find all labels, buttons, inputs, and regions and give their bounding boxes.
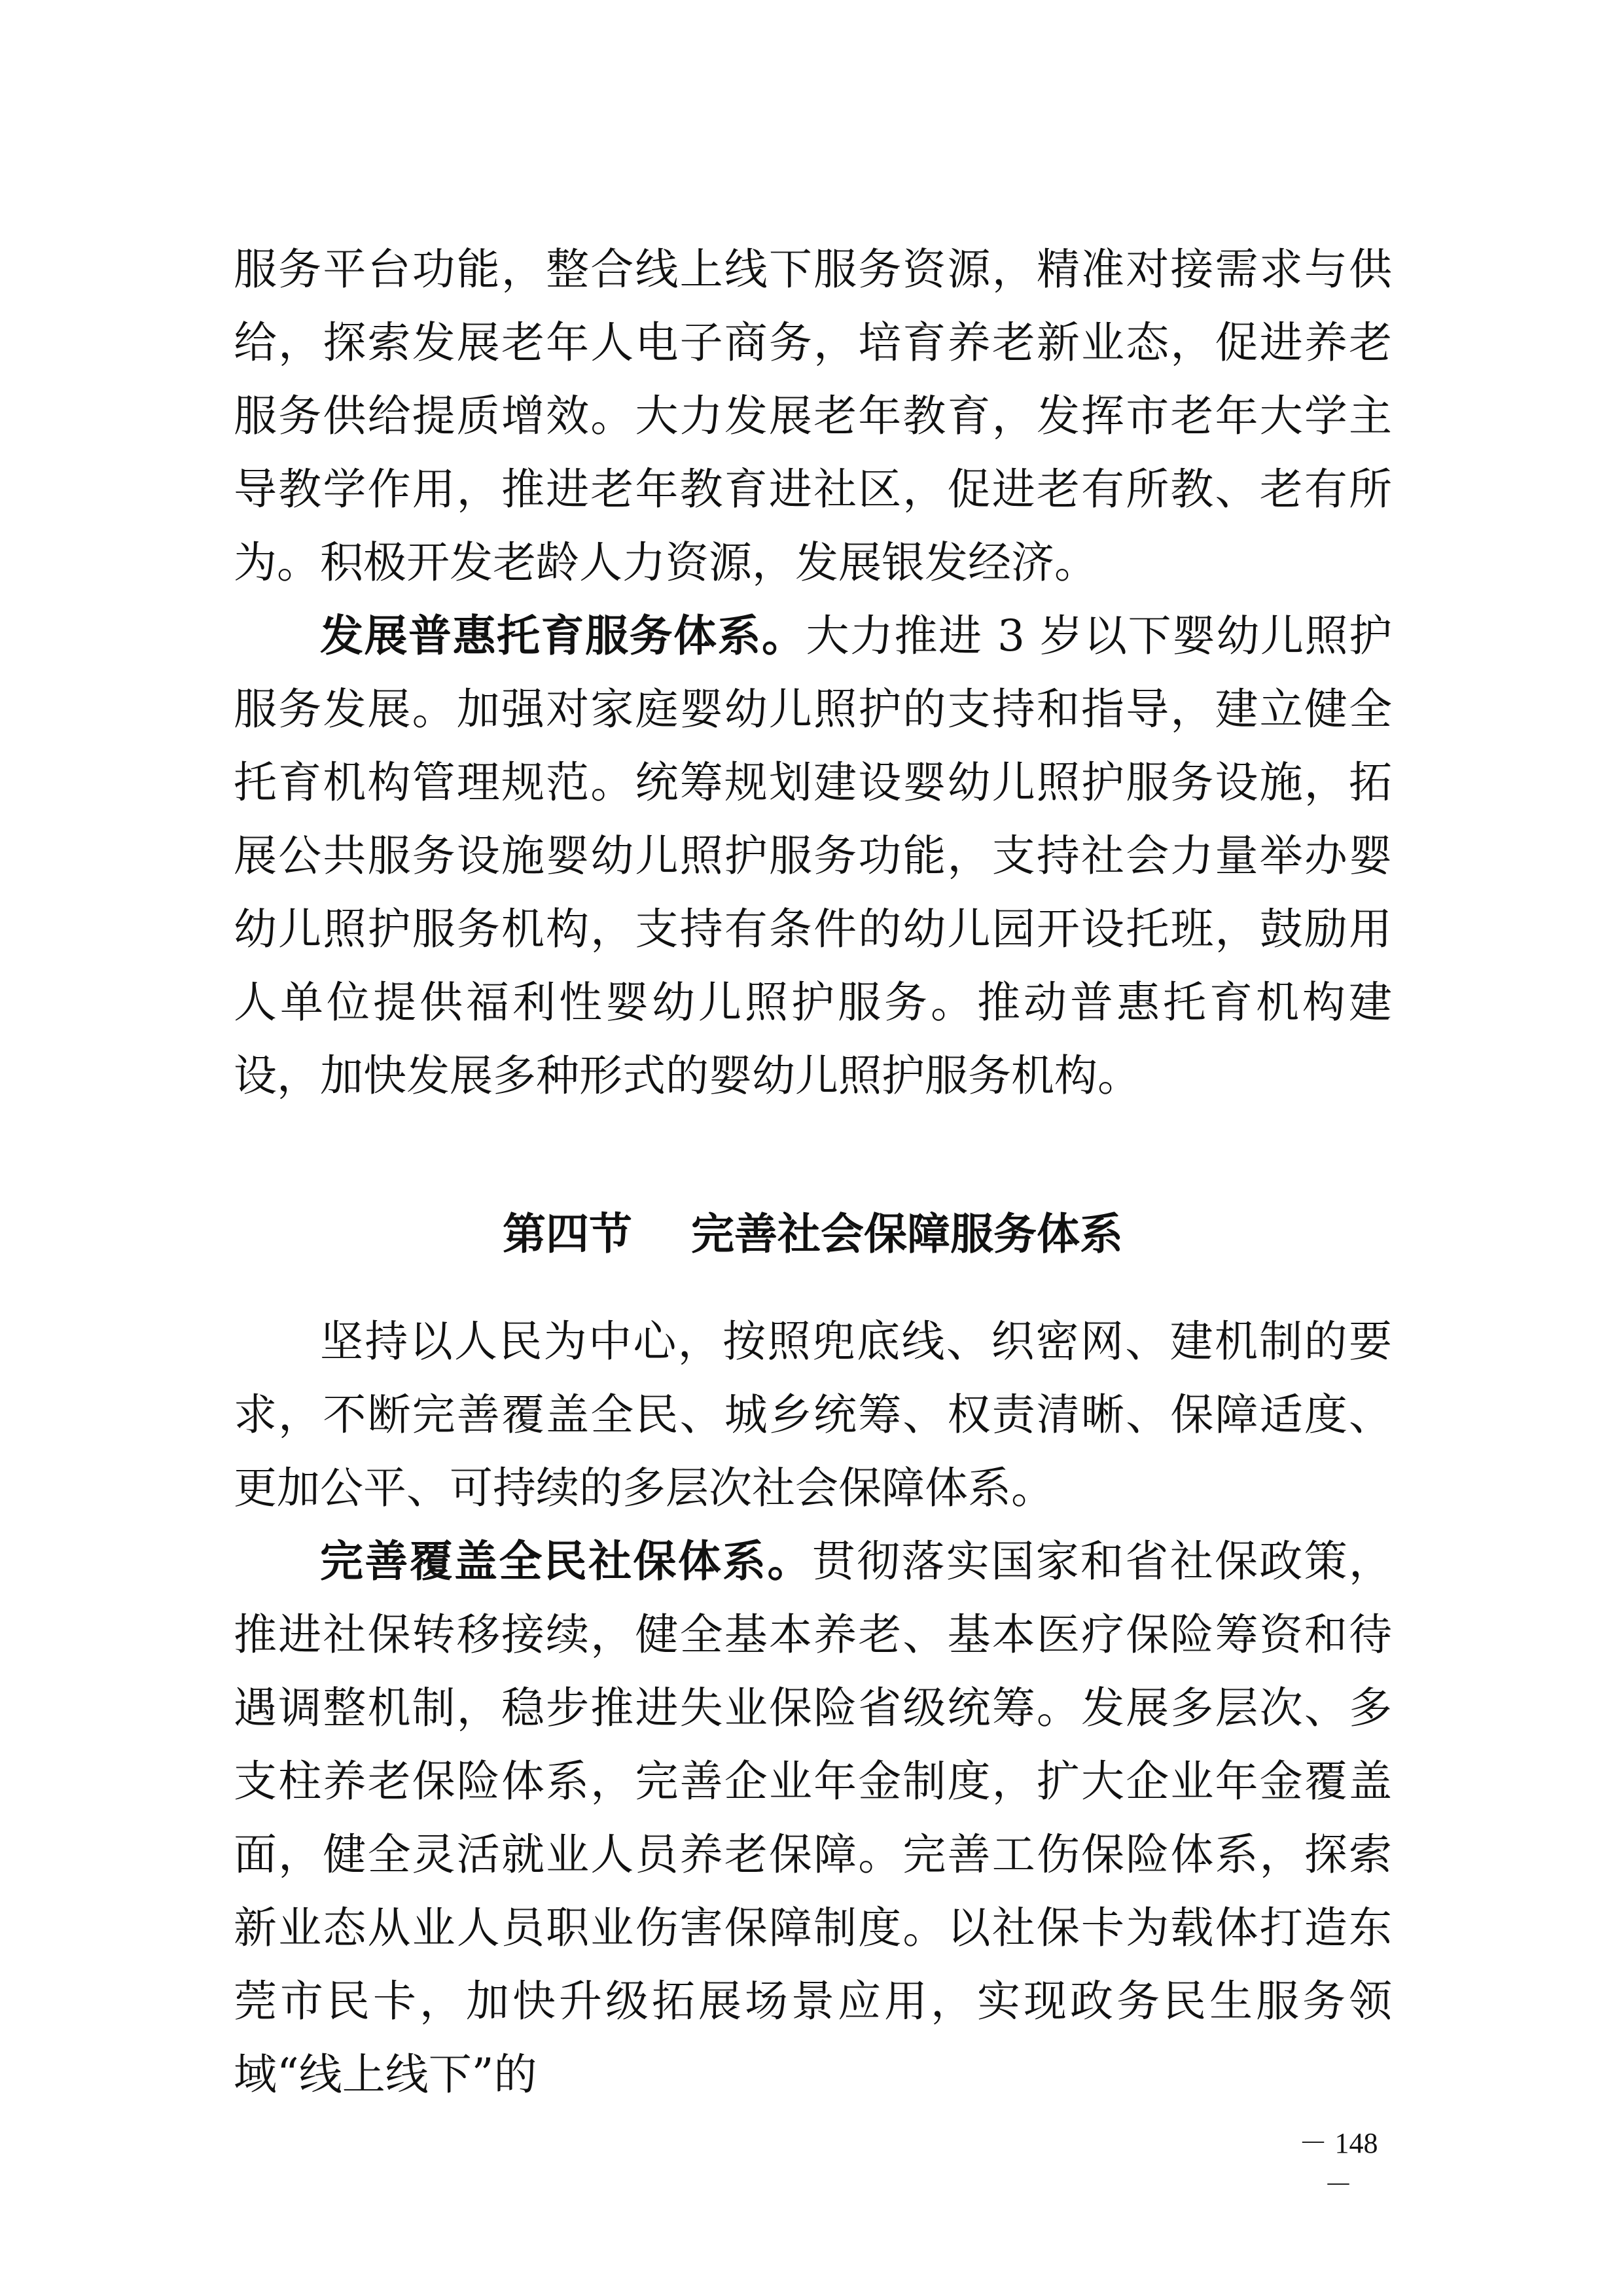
paragraph-body-childcare: 大力推进 3 岁以下婴幼儿照护服务发展。加强对家庭婴幼儿照护的支持和指导，建立健全托育机构管理规范。统筹规划建设婴幼儿照护服务设施，拓展公共服务设施婴幼儿照护服务功能，支持社会力量举办婴幼儿照护服务机构，支持有条件的幼儿园开设托班，鼓励用人单位提供福利性婴幼儿照护服务。推动普惠托育机构建设，加快发展多种形式的婴幼儿照护服务机构。 [234,611,1393,1101]
section-number: 第四节 [503,1209,632,1259]
body-text-top [234,233,1392,1113]
body-text-bottom [234,1305,1392,2111]
paragraph-lead-childcare: 发展普惠托育服务体系。 [320,611,806,661]
paragraph-body-social-insurance: 贯彻落实国家和省社保政策，推进社保转移接续，健全基本养老、基本医疗保险筹资和待遇调整机制，稳步推进失业保险省级统筹。发展多层次、多支柱养老保险体系，完善企业年金制度，扩大企业年金覆盖面，健全灵活就业人员养老保障。完善工伤保险体系，探索新业态从业人员职业伤害保障制度。以社保卡为载体打造东莞市民卡，加快升级拓展场景应用，实现政务民生服务领域“线上线下”的 [234,1536,1393,2100]
section-title: 完善社会保障服务体系 [691,1209,1123,1259]
paragraph-social-insurance [234,1525,1392,2111]
paragraph-continuation: 服务平台功能，整合线上线下服务资源，精准对接需求与供给，探索发展老年人电子商务，培育养老新业态，促进养老服务供给提质增效。大力发展老年教育，发挥市老年大学主导教学作用，推进老年教育进社区，促进老有所教、老有所为。积极开发老龄人力资源，发展银发经济。 [234,244,1392,588]
paragraph-lead-social-insurance: 完善覆盖全民社保体系。 [320,1536,812,1587]
page-number: － 148 － [1298,2127,1378,2201]
paragraph-childcare [234,600,1392,1113]
paragraph-intro: 坚持以人民为中心，按照兜底线、织密网、建机制的要求，不断完善覆盖全民、城乡统筹、权责清晰、保障适度、更加公平、可持续的多层次社会保障体系。 [234,1316,1392,1513]
section-heading [234,1198,1392,1271]
